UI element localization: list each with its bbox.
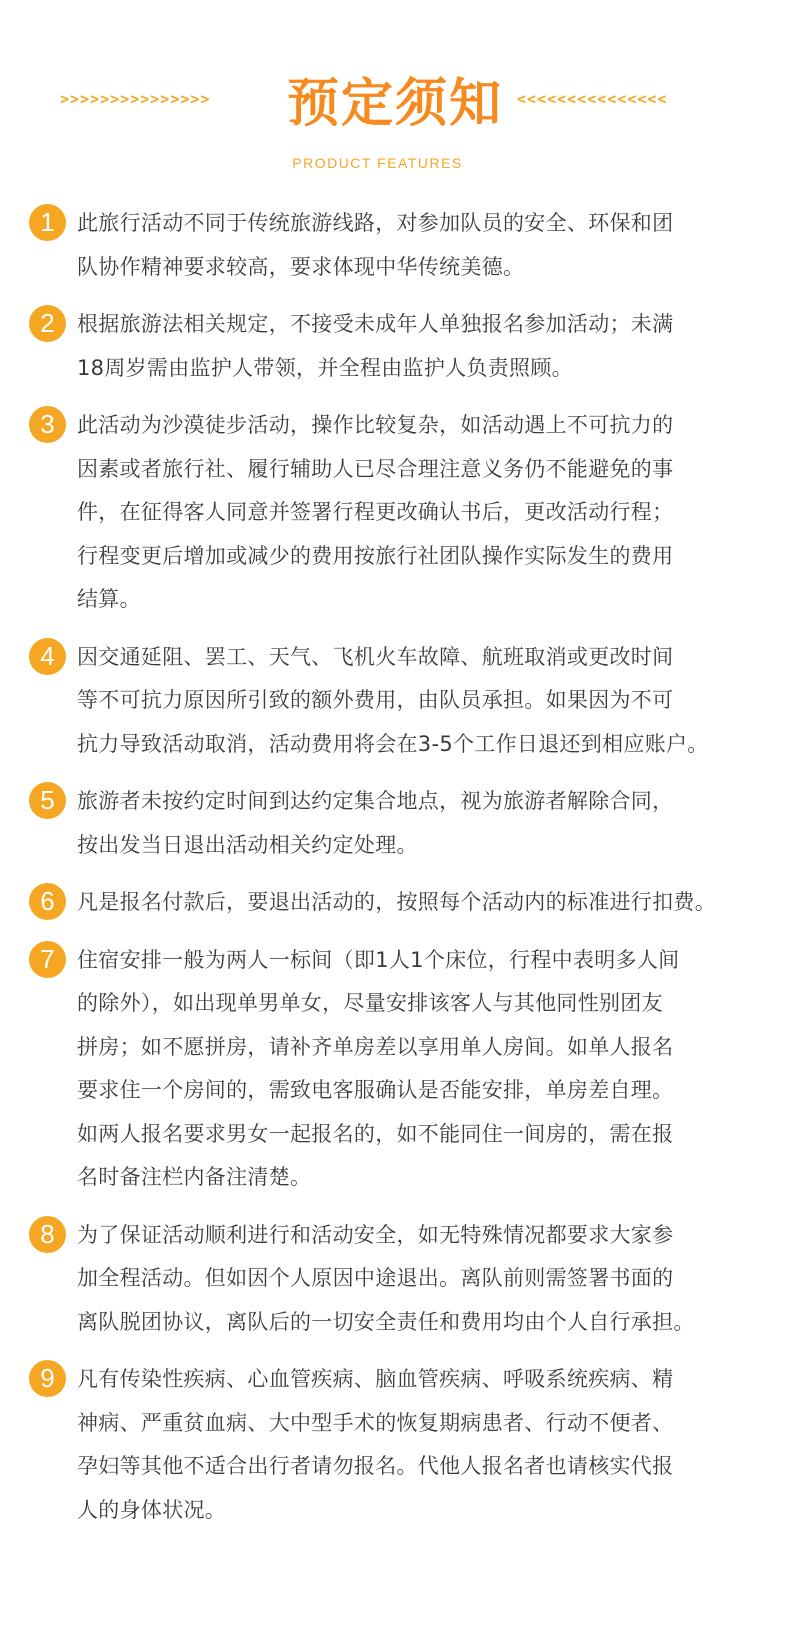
item-text-line: 结算。 (77, 587, 141, 611)
item-text-line: 为了保证活动顺利进行和活动安全，如无特殊情况都要求大家参 (77, 1222, 674, 1247)
item-text-line: 人的身体状况。 (77, 1497, 227, 1522)
item-number-badge: 3 (29, 406, 66, 443)
item-text-line: 按出发当日退出活动相关约定处理。 (77, 832, 418, 857)
item-text-line: 此旅行活动不同于传统旅游线路，对参加队员的安全、环保和团 (77, 211, 674, 235)
notice-item (0, 1214, 790, 1345)
item-number-badge: 5 (29, 782, 66, 819)
item-number-badge: 1 (29, 204, 66, 241)
notice-item (0, 881, 790, 925)
item-text-line: 凡有传染性疾病、心血管疾病、脑血管疾病、呼吸系统疾病、精 (77, 1367, 674, 1391)
notice-list (0, 202, 790, 1532)
notice-item (0, 780, 790, 867)
item-text-line: 要求住一个房间的，需致电客服确认是否能安排，单房差自理。 (77, 1078, 674, 1102)
item-text-line: 如两人报名要求男女一起报名的，如不能同住一间房的，需在报 (77, 1121, 674, 1146)
item-text-line: 凡是报名付款后，要退出活动的，按照每个活动内的标准进行扣费。 (77, 890, 716, 914)
item-text-line: 的除外），如出现单男单女，尽量安排该客人与其他同性别团友 (77, 991, 663, 1015)
page-title: 预定须知 (286, 74, 503, 134)
item-text-line: 名时备注栏内备注清楚。 (77, 1165, 312, 1189)
notice-item (0, 303, 790, 390)
notice-item (0, 939, 790, 1200)
item-text-line: 因交通延阻、罢工、天气、飞机火车故障、航班取消或更改时间 (77, 644, 674, 669)
header (0, 70, 790, 140)
item-text-line: 旅游者未按约定时间到达约定集合地点，视为旅游者解除合同， (77, 789, 674, 813)
item-text-line: 抗力导致活动取消，活动费用将会在3-5个工作日退还到相应账户。 (77, 731, 709, 756)
item-text-line: 行程变更后增加或减少的费用按旅行社团队操作实际发生的费用 (77, 543, 674, 568)
item-number-badge: 2 (29, 305, 66, 342)
item-number-badge: 4 (29, 638, 66, 675)
item-text-line: 住宿安排一般为两人一标间（即1人1个床位，行程中表明多人间 (77, 947, 680, 972)
item-text-line: 离队脱团协议，离队后的一切安全责任和费用均由个人自行承担。 (77, 1309, 695, 1334)
notice-item (0, 404, 790, 622)
right-arrows-decoration: <<<<<<<<<<<<<<< (517, 90, 668, 108)
notice-item (0, 202, 790, 289)
item-text-line: 因素或者旅行社、履行辅助人已尽合理注意义务仍不能避免的事 (77, 456, 674, 481)
item-text-line: 根据旅游法相关规定，不接受未成年人单独报名参加活动；未满 (77, 312, 674, 336)
item-text-line: 孕妇等其他不适合出行者请勿报名。代他人报名者也请核实代报 (77, 1454, 674, 1478)
item-text-line: 拼房；如不愿拼房，请补齐单房差以享用单人房间。如单人报名 (77, 1034, 674, 1059)
page-subtitle: PRODUCT FEATURES (292, 155, 463, 171)
item-text-line: 此活动为沙漠徒步活动，操作比较复杂，如活动遇上不可抗力的 (77, 413, 674, 437)
item-text-line: 件，在征得客人同意并签署行程更改确认书后，更改活动行程； (77, 500, 674, 524)
item-text-line: 队协作精神要求较高，要求体现中华传统美德。 (77, 254, 525, 279)
item-text-line: 神病、严重贫血病、大中型手术的恢复期病患者、行动不便者、 (77, 1410, 674, 1435)
item-text-line: 18周岁需由监护人带领，并全程由监护人负责照顾。 (77, 355, 573, 380)
notice-item (0, 636, 790, 767)
item-text-line: 加全程活动。但如因个人原因中途退出。离队前则需签署书面的 (77, 1266, 674, 1290)
item-number-badge: 7 (29, 941, 66, 978)
item-text-line: 等不可抗力原因所引致的额外费用，由队员承担。如果因为不可 (77, 688, 674, 712)
item-number-badge: 6 (29, 883, 66, 920)
item-number-badge: 9 (29, 1360, 66, 1397)
notice-item (0, 1358, 790, 1532)
item-number-badge: 8 (29, 1216, 66, 1253)
left-arrows-decoration: >>>>>>>>>>>>>>> (60, 90, 211, 108)
